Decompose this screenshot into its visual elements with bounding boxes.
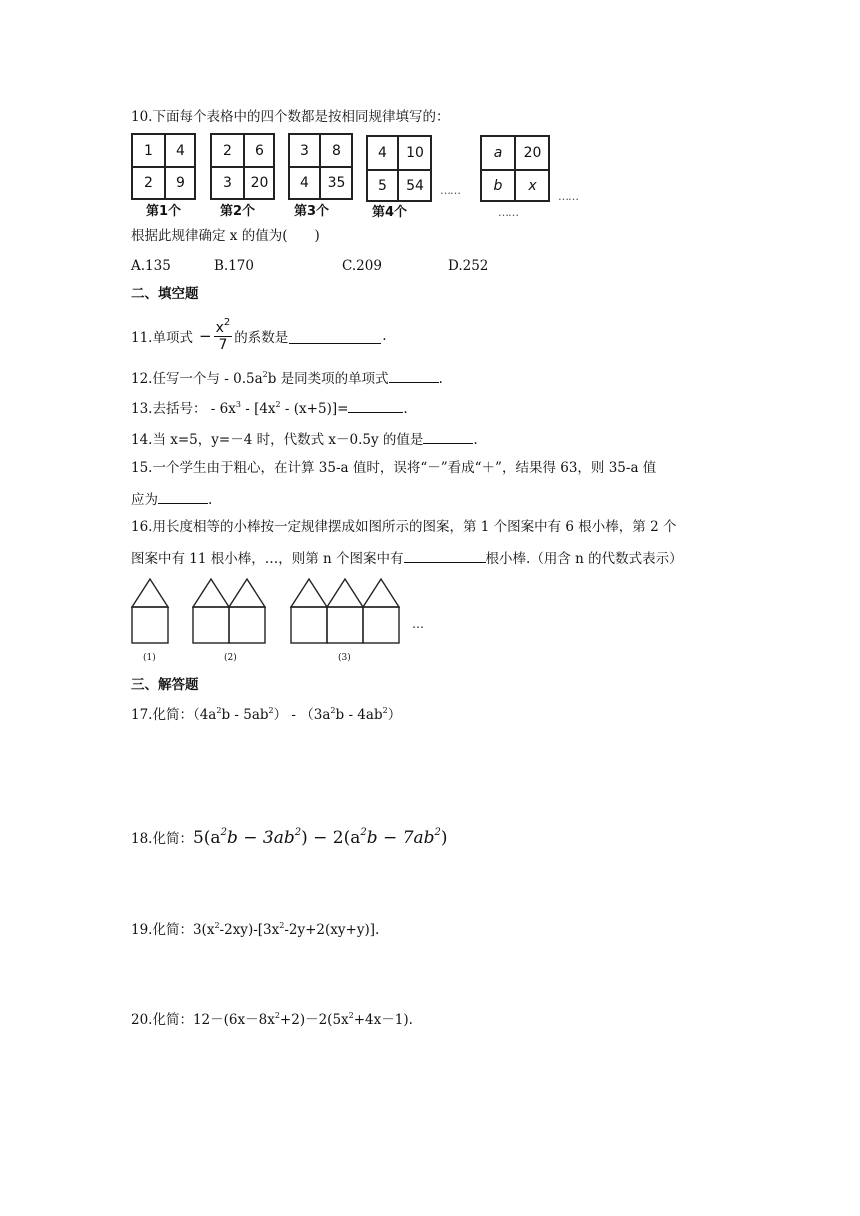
grid-cell: 8 xyxy=(332,142,341,159)
ellipsis-2: …… xyxy=(558,190,578,203)
q17: 17.化简：$(4a^2b - 5ab^2) - (3a^2b - 4ab^2)$ xyxy=(131,706,402,723)
q16-figure xyxy=(125,575,445,670)
q12-answer-blank[interactable] xyxy=(389,368,439,383)
stick-triangle xyxy=(363,579,399,607)
grid-4 xyxy=(366,135,432,202)
q15-answer-blank[interactable] xyxy=(158,489,208,504)
stick-square xyxy=(229,607,265,643)
q14-answer-blank[interactable] xyxy=(423,429,473,444)
stick-triangle xyxy=(229,579,265,607)
grid-cell: 3 xyxy=(223,174,232,191)
grid-cell: 20 xyxy=(523,145,542,161)
stick-triangle xyxy=(327,579,363,607)
q20: 20.化简：$12-(6x-8x^2+2)-2(5x^2+4x-1)$. xyxy=(131,1011,413,1028)
q16-label-3: (3) xyxy=(338,653,351,663)
grid-cell: 20 xyxy=(250,174,269,191)
q19: 19.化简：$3(x^2-2xy)-[3x^2-2y+2(xy+y)]$. xyxy=(131,921,380,938)
grid-caption-3: 第3个 xyxy=(294,204,330,219)
grid-cell: 2 xyxy=(144,174,153,191)
stick-triangle xyxy=(291,579,327,607)
q10-question: 根据此规律确定 x 的值为( ) xyxy=(131,228,320,244)
ellipsis-1: …… xyxy=(440,184,460,197)
q10-option-c: C.209 xyxy=(342,258,382,274)
grid-5 xyxy=(480,135,550,202)
grid-cell: 4 xyxy=(300,174,309,191)
q11-answer-blank[interactable] xyxy=(289,329,381,344)
q10-option-b: B.170 xyxy=(214,258,254,274)
q10-option-d: D.252 xyxy=(448,258,489,274)
q11-prefix: 11.单项式 xyxy=(131,330,193,346)
q11-suffix: 的系数是 xyxy=(234,330,289,346)
q18-expression: $5(a^2b - 3ab^2) - 2(a^2b - 7ab^2)$ xyxy=(192,827,448,848)
q10-stem: 10.下面每个表格中的四个数都是按相同规律填写的： xyxy=(131,109,450,125)
stick-square xyxy=(327,607,363,643)
stick-square xyxy=(363,607,399,643)
grid-cell: 2 xyxy=(223,142,232,159)
q16-line1: 16.用长度相等的小棒按一定规律摆成如图所示的图案，第 1 个图案中有 6 根小棒，第 2 个 xyxy=(131,519,677,535)
grid-cell: 35 xyxy=(327,174,346,191)
q16-line2: 图案中有 11 根小棒，…，则第 n 个图案中有 根小棒.（用含 n 的代数式表示） xyxy=(131,548,683,568)
grid-cell: 5 xyxy=(378,177,387,194)
q18: 18.化简：$5(a^2b - 3ab^2) - 2(a^2b - 7ab^2)$ xyxy=(131,827,448,848)
grid-caption-2: 第2个 xyxy=(220,204,256,219)
q15-line2: 应为 . xyxy=(131,489,212,509)
grid-cell: 54 xyxy=(406,177,424,194)
q15-line1: 15.一个学生由于粗心，在计算 35-a 值时，误将“－”看成“＋”，结果得 63，则 35-a 值 xyxy=(131,460,657,476)
grid-cell: 9 xyxy=(176,174,185,191)
q12: 12.任写一个与 - $0.5a^2b$ 是同类项的单项式 . xyxy=(131,370,443,387)
q16-ellipsis: … xyxy=(412,617,424,631)
q10-option-a: A.135 xyxy=(131,258,171,274)
grid-cell: 1 xyxy=(144,142,153,159)
grid-caption-5: …… xyxy=(498,206,518,219)
grid-cell: 3 xyxy=(300,142,309,159)
q16-label-1: (1) xyxy=(143,653,156,663)
q16-answer-blank[interactable] xyxy=(404,548,486,563)
grid-2 xyxy=(210,133,275,200)
grid-cell: 4 xyxy=(378,145,387,161)
stick-square xyxy=(193,607,229,643)
grid-3 xyxy=(288,133,353,200)
q13: 13.去括号： - $6x^3 - [4x^2 - (x+5)]=$ . xyxy=(131,400,408,417)
q16-label-2: (2) xyxy=(224,653,237,663)
stick-square xyxy=(291,607,327,643)
stick-triangle xyxy=(193,579,229,607)
section-heading-fill-blank: 二、填空题 xyxy=(131,286,199,302)
section-heading-answer: 三、解答题 xyxy=(131,677,199,693)
q14: 14.当 x=5，y=－4 时，代数式 x－0.5y 的值是 . xyxy=(131,429,478,449)
q13-answer-blank[interactable] xyxy=(348,398,403,413)
grid-cell: b xyxy=(493,177,503,194)
grid-cell: 6 xyxy=(255,142,264,159)
grid-1 xyxy=(131,133,196,200)
grid-caption-4: 第4个 xyxy=(372,205,408,220)
grid-cell: x xyxy=(528,177,537,194)
q11-fraction: $\frac{x^2}{7}$ xyxy=(215,316,231,353)
grid-caption-1: 第1个 xyxy=(146,204,182,219)
q11: 11.单项式 − $\frac{x^2}{7}$ 的系数是 . xyxy=(131,316,387,353)
grid-cell: 10 xyxy=(406,145,424,161)
stick-square xyxy=(132,607,168,643)
grid-cell: 4 xyxy=(176,142,185,159)
grid-cell: a xyxy=(493,145,503,161)
stick-triangle xyxy=(132,579,168,607)
